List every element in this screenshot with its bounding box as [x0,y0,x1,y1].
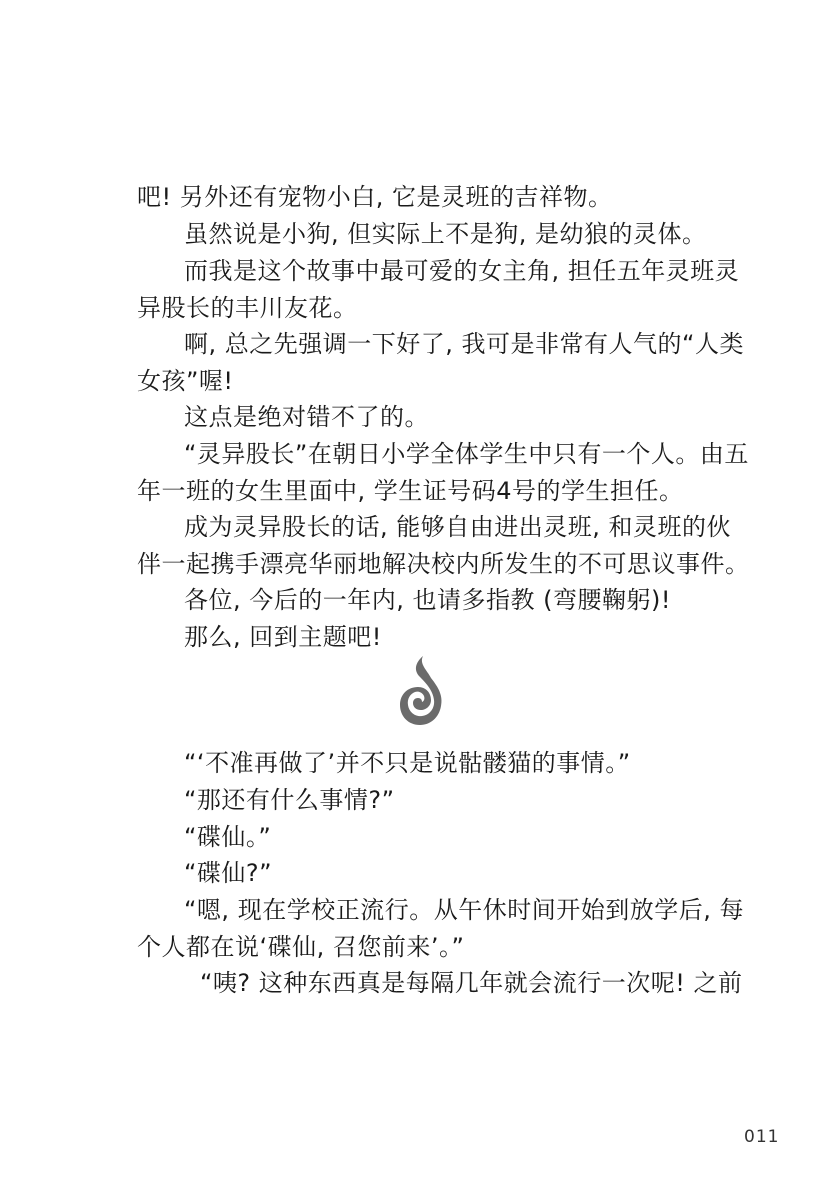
text-line: 女孩”喔! [137,367,234,395]
page-number: 011 [744,1127,780,1147]
text-line: “咦? 这种东西真是每隔几年就会流行一次呢! 之前 [200,969,743,997]
text-line: 这点是绝对错不了的。 [184,403,429,431]
text-line: “‘不准再做了’并不只是说骷髅猫的事情。” [184,749,631,777]
text-line: “碟仙。” [184,823,272,851]
text-line: “碟仙?” [184,859,273,887]
text-line: 那么, 回到主题吧! [184,623,382,651]
text-line: 而我是这个故事中最可爱的女主角, 担任五年灵班灵 [184,257,740,285]
flame-swirl-icon [397,654,445,726]
text-line: 啊, 总之先强调一下好了, 我可是非常有人气的“人类 [184,330,744,358]
text-line: 各位, 今后的一年内, 也请多指教 (弯腰鞠躬)! [184,586,671,614]
text-line: 虽然说是小狗, 但实际上不是狗, 是幼狼的灵体。 [184,220,707,248]
text-line: “嗯, 现在学校正流行。从午休时间开始到放学后, 每 [184,896,744,924]
text-line: 个人都在说‘碟仙, 召您前来’。” [137,933,465,961]
text-line: “灵异股长”在朝日小学全体学生中只有一个人。由五 [184,440,749,468]
text-line: 异股长的丰川友花。 [137,294,358,322]
text-line: 成为灵异股长的话, 能够自由进出灵班, 和灵班的伙 [184,513,732,541]
text-line: 伴一起携手漂亮华丽地解决校内所发生的不可思议事件。 [137,550,750,578]
text-line: 吧! 另外还有宠物小白, 它是灵班的吉祥物。 [137,183,613,211]
text-line: “那还有什么事情?” [184,786,395,814]
ornament-shape [400,656,442,725]
text-line: 年一班的女生里面中, 学生证号码4号的学生担任。 [137,477,684,505]
